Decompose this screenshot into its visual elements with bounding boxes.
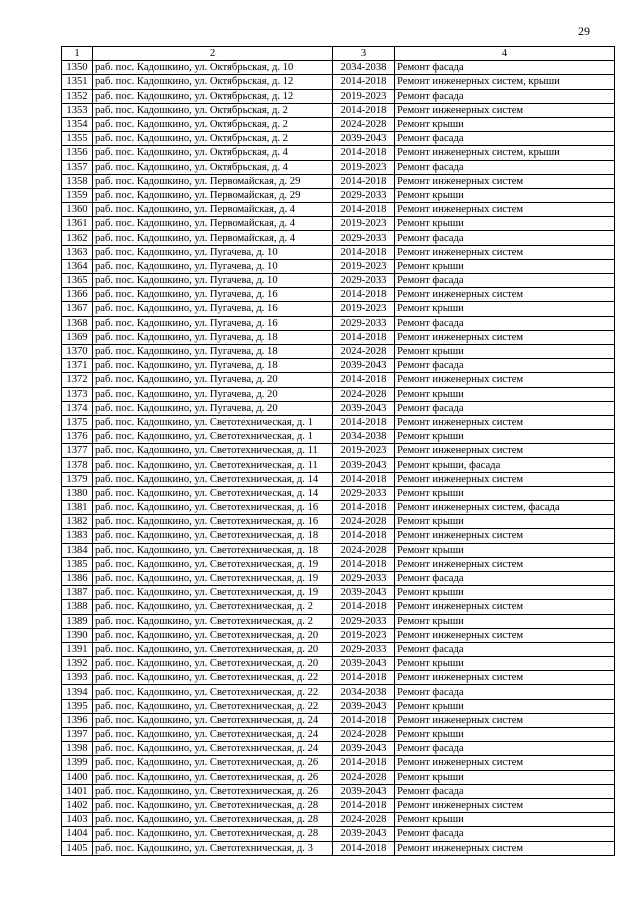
table-row: [62, 685, 615, 699]
row-work-type: Ремонт крыши: [395, 770, 615, 784]
row-address: раб. пос. Кадошкино, ул. Пугачева, д. 18: [93, 359, 333, 373]
row-address: раб. пос. Кадошкино, ул. Светотехническая, д. 2: [93, 614, 333, 628]
table-row: [62, 557, 615, 571]
row-work-type: Ремонт инженерных систем: [395, 600, 615, 614]
row-number: 1402: [62, 798, 93, 812]
row-number: 1350: [62, 61, 93, 75]
table-row: [62, 515, 615, 529]
row-period: 2019-2023: [333, 217, 395, 231]
row-work-type: Ремонт крыши: [395, 259, 615, 273]
table-row: [62, 742, 615, 756]
row-work-type: Ремонт крыши: [395, 543, 615, 557]
row-work-type: Ремонт крыши: [395, 813, 615, 827]
row-work-type: Ремонт фасада: [395, 132, 615, 146]
row-address: раб. пос. Кадошкино, ул. Светотехническая, д. 26: [93, 770, 333, 784]
table-row: [62, 571, 615, 585]
row-work-type: Ремонт фасада: [395, 571, 615, 585]
row-period: 2029-2033: [333, 316, 395, 330]
row-address: раб. пос. Кадошкино, ул. Светотехническая, д. 18: [93, 529, 333, 543]
row-number: 1390: [62, 628, 93, 642]
row-work-type: Ремонт инженерных систем: [395, 557, 615, 571]
row-number: 1398: [62, 742, 93, 756]
row-address: раб. пос. Кадошкино, ул. Светотехническая, д. 3: [93, 841, 333, 855]
row-number: 1400: [62, 770, 93, 784]
table-row: [62, 430, 615, 444]
table-row: [62, 117, 615, 131]
row-work-type: Ремонт инженерных систем: [395, 628, 615, 642]
row-period: 2014-2018: [333, 472, 395, 486]
row-address: раб. пос. Кадошкино, ул. Октябрьская, д. 10: [93, 61, 333, 75]
table-row: [62, 245, 615, 259]
row-work-type: Ремонт инженерных систем: [395, 245, 615, 259]
row-period: 2014-2018: [333, 330, 395, 344]
row-address: раб. пос. Кадошкино, ул. Светотехническая, д. 11: [93, 444, 333, 458]
row-period: 2019-2023: [333, 259, 395, 273]
row-number: 1399: [62, 756, 93, 770]
row-number: 1385: [62, 557, 93, 571]
row-work-type: Ремонт инженерных систем, фасада: [395, 501, 615, 515]
row-period: 2029-2033: [333, 188, 395, 202]
row-number: 1392: [62, 657, 93, 671]
row-period: 2014-2018: [333, 373, 395, 387]
row-number: 1379: [62, 472, 93, 486]
row-number: 1380: [62, 486, 93, 500]
row-period: 2014-2018: [333, 203, 395, 217]
table-row: [62, 529, 615, 543]
row-work-type: Ремонт крыши: [395, 614, 615, 628]
table-row: [62, 288, 615, 302]
row-work-type: Ремонт инженерных систем: [395, 174, 615, 188]
row-work-type: Ремонт крыши: [395, 387, 615, 401]
row-period: 2014-2018: [333, 529, 395, 543]
row-address: раб. пос. Кадошкино, ул. Светотехническая, д. 22: [93, 685, 333, 699]
row-work-type: Ремонт крыши: [395, 217, 615, 231]
row-number: 1351: [62, 75, 93, 89]
row-address: раб. пос. Кадошкино, ул. Первомайская, д. 4: [93, 231, 333, 245]
row-address: раб. пос. Кадошкино, ул. Светотехническая, д. 19: [93, 571, 333, 585]
row-address: раб. пос. Кадошкино, ул. Светотехническая, д. 22: [93, 671, 333, 685]
row-work-type: Ремонт инженерных систем: [395, 203, 615, 217]
row-number: 1370: [62, 344, 93, 358]
table-row: [62, 713, 615, 727]
row-period: 2014-2018: [333, 557, 395, 571]
row-number: 1359: [62, 188, 93, 202]
table-row: [62, 586, 615, 600]
table-row: [62, 444, 615, 458]
row-period: 2014-2018: [333, 756, 395, 770]
row-work-type: Ремонт фасада: [395, 827, 615, 841]
row-address: раб. пос. Кадошкино, ул. Первомайская, д. 4: [93, 217, 333, 231]
row-period: 2039-2043: [333, 132, 395, 146]
row-period: 2019-2023: [333, 628, 395, 642]
table-row: [62, 344, 615, 358]
table-row: [62, 174, 615, 188]
table-row: [62, 373, 615, 387]
row-number: 1374: [62, 401, 93, 415]
table-row: [62, 274, 615, 288]
table-row: [62, 501, 615, 515]
row-number: 1397: [62, 728, 93, 742]
row-address: раб. пос. Кадошкино, ул. Пугачева, д. 16: [93, 316, 333, 330]
row-number: 1371: [62, 359, 93, 373]
row-address: раб. пос. Кадошкино, ул. Октябрьская, д. 2: [93, 103, 333, 117]
row-period: 2019-2023: [333, 89, 395, 103]
table-row: [62, 614, 615, 628]
row-address: раб. пос. Кадошкино, ул. Светотехническая, д. 1: [93, 415, 333, 429]
table-row: [62, 61, 615, 75]
row-address: раб. пос. Кадошкино, ул. Пугачева, д. 20: [93, 387, 333, 401]
row-period: 2014-2018: [333, 671, 395, 685]
row-address: раб. пос. Кадошкино, ул. Светотехническая, д. 20: [93, 628, 333, 642]
row-number: 1403: [62, 813, 93, 827]
row-period: 2014-2018: [333, 713, 395, 727]
row-period: 2024-2028: [333, 728, 395, 742]
repair-schedule-table: [61, 46, 615, 856]
row-address: раб. пос. Кадошкино, ул. Светотехническая, д. 14: [93, 472, 333, 486]
table-row: [62, 841, 615, 855]
row-address: раб. пос. Кадошкино, ул. Светотехническая, д. 24: [93, 713, 333, 727]
table-row: [62, 813, 615, 827]
row-work-type: Ремонт крыши: [395, 188, 615, 202]
row-number: 1376: [62, 430, 93, 444]
row-address: раб. пос. Кадошкино, ул. Пугачева, д. 18: [93, 344, 333, 358]
table-row: [62, 259, 615, 273]
row-period: 2024-2028: [333, 117, 395, 131]
table-row: [62, 203, 615, 217]
row-number: 1373: [62, 387, 93, 401]
table-row: [62, 671, 615, 685]
row-period: 2019-2023: [333, 160, 395, 174]
row-period: 2029-2033: [333, 274, 395, 288]
table-row: [62, 486, 615, 500]
row-number: 1357: [62, 160, 93, 174]
row-address: раб. пос. Кадошкино, ул. Октябрьская, д. 2: [93, 117, 333, 131]
row-number: 1354: [62, 117, 93, 131]
row-work-type: Ремонт фасада: [395, 61, 615, 75]
row-number: 1365: [62, 274, 93, 288]
row-number: 1352: [62, 89, 93, 103]
row-period: 2034-2038: [333, 685, 395, 699]
row-number: 1386: [62, 571, 93, 585]
row-address: раб. пос. Кадошкино, ул. Октябрьская, д. 4: [93, 146, 333, 160]
row-work-type: Ремонт инженерных систем: [395, 415, 615, 429]
row-number: 1391: [62, 642, 93, 656]
table-row: [62, 642, 615, 656]
table-row: [62, 798, 615, 812]
row-work-type: Ремонт инженерных систем: [395, 103, 615, 117]
row-period: 2024-2028: [333, 770, 395, 784]
row-work-type: Ремонт фасада: [395, 89, 615, 103]
row-period: 2034-2038: [333, 430, 395, 444]
row-address: раб. пос. Кадошкино, ул. Светотехническая, д. 19: [93, 586, 333, 600]
row-number: 1393: [62, 671, 93, 685]
row-period: 2024-2028: [333, 387, 395, 401]
row-number: 1358: [62, 174, 93, 188]
table-row: [62, 728, 615, 742]
row-number: 1353: [62, 103, 93, 117]
row-period: 2014-2018: [333, 798, 395, 812]
row-address: раб. пос. Кадошкино, ул. Пугачева, д. 16: [93, 288, 333, 302]
table-row: [62, 316, 615, 330]
table-row: [62, 472, 615, 486]
row-work-type: Ремонт крыши: [395, 586, 615, 600]
row-work-type: Ремонт крыши: [395, 302, 615, 316]
table-row: [62, 146, 615, 160]
row-period: 2014-2018: [333, 245, 395, 259]
row-address: раб. пос. Кадошкино, ул. Октябрьская, д. 12: [93, 75, 333, 89]
row-work-type: Ремонт фасада: [395, 642, 615, 656]
row-number: 1366: [62, 288, 93, 302]
row-number: 1362: [62, 231, 93, 245]
row-work-type: Ремонт инженерных систем: [395, 444, 615, 458]
table-row: [62, 160, 615, 174]
table-row: [62, 827, 615, 841]
row-address: раб. пос. Кадошкино, ул. Светотехническая, д. 26: [93, 756, 333, 770]
row-period: 2029-2033: [333, 231, 395, 245]
row-number: 1384: [62, 543, 93, 557]
row-work-type: Ремонт инженерных систем: [395, 713, 615, 727]
row-address: раб. пос. Кадошкино, ул. Светотехническая, д. 19: [93, 557, 333, 571]
row-work-type: Ремонт крыши: [395, 657, 615, 671]
column-header-address: 2: [93, 47, 333, 61]
row-number: 1367: [62, 302, 93, 316]
row-work-type: Ремонт инженерных систем: [395, 373, 615, 387]
column-header-number: 1: [62, 47, 93, 61]
row-work-type: Ремонт фасада: [395, 359, 615, 373]
row-number: 1381: [62, 501, 93, 515]
row-number: 1387: [62, 586, 93, 600]
row-number: 1395: [62, 699, 93, 713]
row-period: 2014-2018: [333, 288, 395, 302]
row-address: раб. пос. Кадошкино, ул. Первомайская, д. 29: [93, 188, 333, 202]
row-address: раб. пос. Кадошкино, ул. Светотехническая, д. 28: [93, 798, 333, 812]
table-row: [62, 699, 615, 713]
row-address: раб. пос. Кадошкино, ул. Пугачева, д. 16: [93, 302, 333, 316]
row-address: раб. пос. Кадошкино, ул. Светотехническая, д. 24: [93, 742, 333, 756]
row-work-type: Ремонт фасада: [395, 231, 615, 245]
row-address: раб. пос. Кадошкино, ул. Светотехническая, д. 2: [93, 600, 333, 614]
table-row: [62, 359, 615, 373]
row-work-type: Ремонт инженерных систем: [395, 288, 615, 302]
row-work-type: Ремонт инженерных систем: [395, 671, 615, 685]
row-work-type: Ремонт фасада: [395, 401, 615, 415]
row-work-type: Ремонт крыши: [395, 344, 615, 358]
row-work-type: Ремонт крыши: [395, 117, 615, 131]
table-row: [62, 458, 615, 472]
row-number: 1364: [62, 259, 93, 273]
row-period: 2024-2028: [333, 344, 395, 358]
row-address: раб. пос. Кадошкино, ул. Светотехническая, д. 26: [93, 784, 333, 798]
row-work-type: Ремонт фасада: [395, 274, 615, 288]
row-work-type: Ремонт инженерных систем: [395, 756, 615, 770]
row-work-type: Ремонт инженерных систем: [395, 529, 615, 543]
row-address: раб. пос. Кадошкино, ул. Светотехническая, д. 14: [93, 486, 333, 500]
row-period: 2014-2018: [333, 146, 395, 160]
row-period: 2039-2043: [333, 401, 395, 415]
row-period: 2029-2033: [333, 642, 395, 656]
row-number: 1382: [62, 515, 93, 529]
table-row: [62, 103, 615, 117]
row-period: 2019-2023: [333, 444, 395, 458]
page-number: 29: [578, 24, 590, 38]
table-row: [62, 543, 615, 557]
row-period: 2024-2028: [333, 543, 395, 557]
row-number: 1360: [62, 203, 93, 217]
row-work-type: Ремонт крыши: [395, 486, 615, 500]
table-row: [62, 89, 615, 103]
table-row: [62, 401, 615, 415]
row-period: 2039-2043: [333, 827, 395, 841]
row-work-type: Ремонт инженерных систем: [395, 472, 615, 486]
table-row: [62, 657, 615, 671]
column-header-work-type: 4: [395, 47, 615, 61]
table-row: [62, 188, 615, 202]
row-work-type: Ремонт инженерных систем: [395, 798, 615, 812]
table-row: [62, 387, 615, 401]
row-address: раб. пос. Кадошкино, ул. Светотехническая, д. 1: [93, 430, 333, 444]
row-address: раб. пос. Кадошкино, ул. Октябрьская, д. 4: [93, 160, 333, 174]
row-work-type: Ремонт инженерных систем: [395, 841, 615, 855]
row-work-type: Ремонт крыши: [395, 728, 615, 742]
row-period: 2014-2018: [333, 174, 395, 188]
row-number: 1378: [62, 458, 93, 472]
row-address: раб. пос. Кадошкино, ул. Пугачева, д. 20: [93, 401, 333, 415]
row-period: 2039-2043: [333, 458, 395, 472]
table-body: [62, 61, 615, 856]
row-period: 2029-2033: [333, 486, 395, 500]
row-address: раб. пос. Кадошкино, ул. Октябрьская, д. 2: [93, 132, 333, 146]
table-row: [62, 75, 615, 89]
row-number: 1405: [62, 841, 93, 855]
row-number: 1356: [62, 146, 93, 160]
table-row: [62, 770, 615, 784]
row-address: раб. пос. Кадошкино, ул. Светотехническая, д. 16: [93, 515, 333, 529]
row-number: 1363: [62, 245, 93, 259]
row-period: 2039-2043: [333, 784, 395, 798]
row-number: 1377: [62, 444, 93, 458]
column-header-period: 3: [333, 47, 395, 61]
row-address: раб. пос. Кадошкино, ул. Светотехническая, д. 28: [93, 827, 333, 841]
table-row: [62, 330, 615, 344]
row-number: 1375: [62, 415, 93, 429]
row-number: 1394: [62, 685, 93, 699]
row-work-type: Ремонт крыши: [395, 515, 615, 529]
row-address: раб. пос. Кадошкино, ул. Светотехническая, д. 11: [93, 458, 333, 472]
row-period: 2034-2038: [333, 61, 395, 75]
row-period: 2024-2028: [333, 515, 395, 529]
row-work-type: Ремонт фасада: [395, 784, 615, 798]
row-address: раб. пос. Кадошкино, ул. Светотехническая, д. 22: [93, 699, 333, 713]
row-number: 1368: [62, 316, 93, 330]
table-row: [62, 600, 615, 614]
row-period: 2014-2018: [333, 600, 395, 614]
row-period: 2039-2043: [333, 699, 395, 713]
row-number: 1355: [62, 132, 93, 146]
table-row: [62, 628, 615, 642]
row-address: раб. пос. Кадошкино, ул. Светотехническая, д. 16: [93, 501, 333, 515]
row-address: раб. пос. Кадошкино, ул. Пугачева, д. 20: [93, 373, 333, 387]
row-address: раб. пос. Кадошкино, ул. Первомайская, д. 29: [93, 174, 333, 188]
row-period: 2014-2018: [333, 103, 395, 117]
row-number: 1383: [62, 529, 93, 543]
table-row: [62, 784, 615, 798]
row-number: 1388: [62, 600, 93, 614]
row-number: 1401: [62, 784, 93, 798]
table-header-row: [62, 47, 615, 61]
table-row: [62, 231, 615, 245]
row-number: 1404: [62, 827, 93, 841]
row-work-type: Ремонт фасада: [395, 160, 615, 174]
row-number: 1396: [62, 713, 93, 727]
row-period: 2014-2018: [333, 501, 395, 515]
row-work-type: Ремонт инженерных систем, крыши: [395, 75, 615, 89]
table-row: [62, 415, 615, 429]
row-work-type: Ремонт крыши, фасада: [395, 458, 615, 472]
row-period: 2014-2018: [333, 841, 395, 855]
row-period: 2039-2043: [333, 657, 395, 671]
row-address: раб. пос. Кадошкино, ул. Светотехническая, д. 28: [93, 813, 333, 827]
row-address: раб. пос. Кадошкино, ул. Пугачева, д. 10: [93, 245, 333, 259]
row-period: 2039-2043: [333, 586, 395, 600]
table-row: [62, 217, 615, 231]
row-work-type: Ремонт инженерных систем: [395, 330, 615, 344]
table-row: [62, 756, 615, 770]
row-period: 2024-2028: [333, 813, 395, 827]
row-period: 2039-2043: [333, 359, 395, 373]
row-number: 1389: [62, 614, 93, 628]
row-address: раб. пос. Кадошкино, ул. Светотехническая, д. 20: [93, 657, 333, 671]
table-row: [62, 132, 615, 146]
row-work-type: Ремонт фасада: [395, 742, 615, 756]
row-address: раб. пос. Кадошкино, ул. Пугачева, д. 18: [93, 330, 333, 344]
row-period: 2029-2033: [333, 571, 395, 585]
row-address: раб. пос. Кадошкино, ул. Светотехническая, д. 18: [93, 543, 333, 557]
row-work-type: Ремонт фасада: [395, 685, 615, 699]
row-number: 1369: [62, 330, 93, 344]
row-number: 1372: [62, 373, 93, 387]
row-work-type: Ремонт фасада: [395, 316, 615, 330]
row-address: раб. пос. Кадошкино, ул. Первомайская, д. 4: [93, 203, 333, 217]
row-period: 2039-2043: [333, 742, 395, 756]
row-period: 2019-2023: [333, 302, 395, 316]
row-period: 2014-2018: [333, 415, 395, 429]
row-work-type: Ремонт крыши: [395, 430, 615, 444]
row-address: раб. пос. Кадошкино, ул. Октябрьская, д. 12: [93, 89, 333, 103]
row-address: раб. пос. Кадошкино, ул. Светотехническая, д. 20: [93, 642, 333, 656]
table-row: [62, 302, 615, 316]
row-period: 2029-2033: [333, 614, 395, 628]
row-number: 1361: [62, 217, 93, 231]
row-address: раб. пос. Кадошкино, ул. Пугачева, д. 10: [93, 259, 333, 273]
row-work-type: Ремонт инженерных систем, крыши: [395, 146, 615, 160]
row-period: 2014-2018: [333, 75, 395, 89]
row-address: раб. пос. Кадошкино, ул. Пугачева, д. 10: [93, 274, 333, 288]
row-work-type: Ремонт крыши: [395, 699, 615, 713]
row-address: раб. пос. Кадошкино, ул. Светотехническая, д. 24: [93, 728, 333, 742]
